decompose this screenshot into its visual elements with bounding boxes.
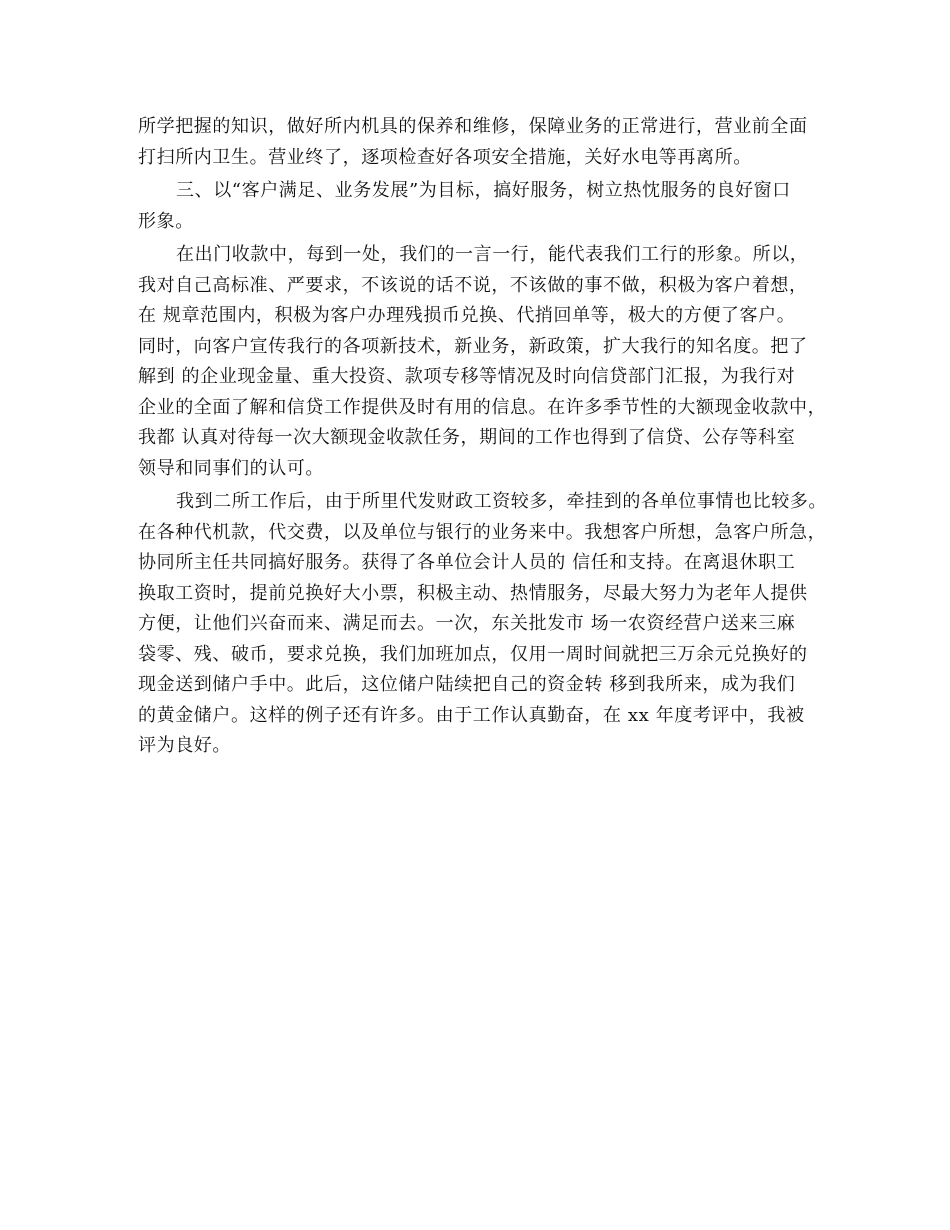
paragraph-2-line-4: 换取工资时，提前兑换好大小票，积极主动、热情服务，尽最大努力为老年人提供 xyxy=(138,582,808,604)
paragraph-1-line-8: 领导和同事们的认可。 xyxy=(138,457,324,479)
section-heading-line-1: 三、以“客户满足、业务发展”为目标，搞好服务，树立热忱服务的良好窗口 xyxy=(176,180,791,201)
paragraph-2-line-6: 袋零、残、破币，要求兑换，我们加班加点，仅用一周时间就把三万余元兑换好的 xyxy=(138,643,808,665)
paragraph-2-line-5: 方便，让他们兴奋而来、满足而去。一次，东关批发市 场一农资经营户送来三麻 xyxy=(138,613,796,634)
section-heading-line-2: 形象。 xyxy=(138,210,194,232)
text-line-1: 所学把握的知识，做好所内机具的保养和维修，保障业务的正常进行，营业前全面 xyxy=(138,116,808,137)
paragraph-1-line-7: 我都 认真对待每一次大额现金收款任务，期间的工作也得到了信贷、公存等科室 xyxy=(138,427,796,448)
paragraph-1-line-6: 企业的全面了解和信贷工作提供及时有用的信息。在许多季节性的大额现金收款中， xyxy=(138,396,827,418)
paragraph-2-line-2: 在各种代机款，代交费，以及单位与银行的业务来中。我想客户所想，急客户所急， xyxy=(138,521,827,543)
paragraph-1-line-2: 我对自己高标准、严要求，不该说的话不说，不该做的事不做，积极为客户着想， xyxy=(138,274,808,296)
paragraph-2-line-3: 协同所主任共同搞好服务。获得了各单位会计人员的 信任和支持。在离退休职工 xyxy=(138,552,796,573)
paragraph-1-line-1: 在出门收款中，每到一处，我们的一言一行，能代表我们工行的形象。所以， xyxy=(176,244,809,265)
paragraph-1-line-3: 在 规章范围内，积极为客户办理残损币兑换、代捎回单等，极大的方便了客户。 xyxy=(138,305,796,326)
paragraph-1-line-5: 解到 的企业现金量、重大投资、款项专移等情况及时向信贷部门汇报，为我行对 xyxy=(138,366,796,387)
paragraph-2-line-8: 的黄金储户。这样的例子还有许多。由于工作认真勤奋，在 xx 年度考评中，我被 xyxy=(138,704,805,726)
document-body xyxy=(138,112,828,762)
paragraph-2-line-9: 评为良好。 xyxy=(138,735,231,756)
paragraph-2-line-1: 我到二所工作后，由于所里代发财政工资较多，牵挂到的各单位事情也比较多。 xyxy=(176,491,827,512)
paragraph-1-line-4: 同时，向客户宣传我行的各项新技术，新业务，新政策，扩大我行的知名度。把了 xyxy=(138,335,808,357)
paragraph-2-line-7: 现金送到储户手中。此后，这位储户陆续把自己的资金转 移到我所来，成为我们 xyxy=(138,674,796,695)
text-line-2: 打扫所内卫生。营业终了，逐项检查好各项安全措施，关好水电等再离所。 xyxy=(138,146,752,168)
